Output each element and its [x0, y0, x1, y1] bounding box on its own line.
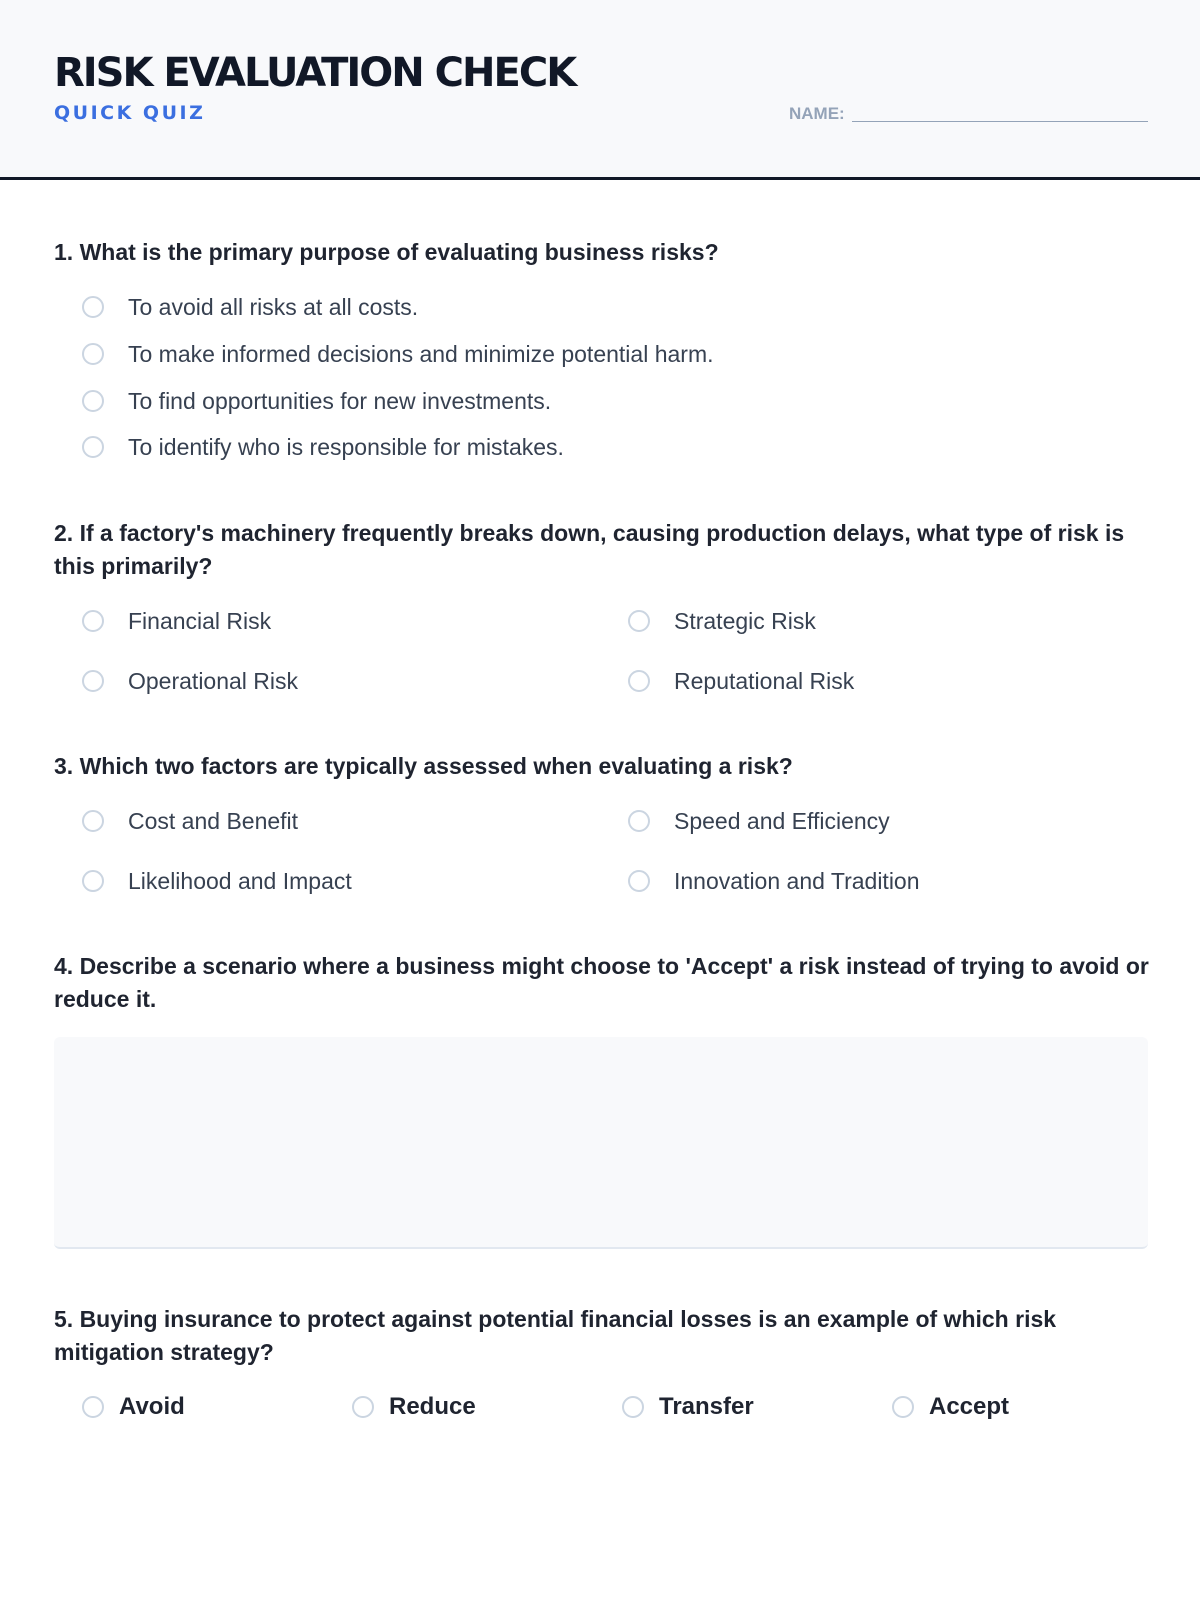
radio-button[interactable]	[82, 296, 104, 318]
radio-button[interactable]	[628, 870, 650, 892]
option-label: To find opportunities for new investments.	[128, 388, 552, 414]
option-label: To avoid all risks at all costs.	[128, 294, 419, 320]
radio-button[interactable]	[82, 810, 104, 832]
radio-button[interactable]	[82, 436, 104, 458]
radio-button[interactable]	[628, 670, 650, 692]
option-label: Reputational Risk	[674, 668, 855, 694]
radio-button[interactable]	[82, 670, 104, 692]
radio-button[interactable]	[628, 810, 650, 832]
q3-option-3[interactable]	[82, 866, 352, 896]
radio-button[interactable]	[82, 390, 104, 412]
q2-option-3[interactable]	[82, 666, 298, 696]
option-label: Speed and Efficiency	[674, 808, 890, 834]
q1-option-4[interactable]	[82, 432, 564, 462]
option-label: Financial Risk	[128, 608, 272, 634]
radio-button[interactable]	[892, 1396, 914, 1418]
radio-button[interactable]	[82, 1396, 104, 1418]
quiz-header	[0, 0, 1200, 180]
q1-option-1[interactable]	[82, 292, 418, 322]
option-label: Operational Risk	[128, 668, 299, 694]
q5-option-avoid[interactable]	[82, 1392, 185, 1422]
option-label: Avoid	[119, 1393, 185, 1420]
option-label: Reduce	[389, 1393, 476, 1420]
name-field[interactable]	[852, 121, 1148, 122]
question-2-text: 2. If a factory's machinery frequently breaks down, causing production delays, what type of risk is this primarily?	[54, 520, 1125, 579]
q2-option-2[interactable]	[628, 606, 816, 636]
q2-option-1[interactable]	[82, 606, 271, 636]
name-label: NAME:	[789, 104, 845, 123]
q5-option-transfer[interactable]	[622, 1392, 754, 1422]
question-3-text: 3. Which two factors are typically assessed when evaluating a risk?	[54, 753, 793, 779]
option-label: To identify who is responsible for mistakes.	[128, 434, 564, 460]
radio-button[interactable]	[82, 870, 104, 892]
radio-button[interactable]	[352, 1396, 374, 1418]
radio-button[interactable]	[628, 610, 650, 632]
q1-option-3[interactable]	[82, 386, 551, 416]
page-subtitle: QUICK QUIZ	[54, 102, 206, 124]
question-4-text: 4. Describe a scenario where a business might choose to 'Accept' a risk instead of trying to avoid or reduce it.	[54, 953, 1149, 1012]
option-label: Cost and Benefit	[128, 808, 299, 834]
q1-option-2[interactable]	[82, 339, 714, 369]
q3-option-1[interactable]	[82, 806, 298, 836]
radio-button[interactable]	[622, 1396, 644, 1418]
q3-option-4[interactable]	[628, 866, 920, 896]
option-label: Strategic Risk	[674, 608, 816, 634]
q5-option-reduce[interactable]	[352, 1392, 476, 1422]
question-5-text: 5. Buying insurance to protect against potential financial losses is an example of which risk mitigation strategy?	[54, 1306, 1057, 1365]
q5-option-accept[interactable]	[892, 1392, 1009, 1422]
page-title: RISK EVALUATION CHECK	[54, 50, 576, 96]
option-label: Innovation and Tradition	[674, 868, 920, 894]
option-label: To make informed decisions and minimize potential harm.	[128, 341, 714, 367]
radio-button[interactable]	[82, 343, 104, 365]
option-label: Likelihood and Impact	[128, 868, 352, 894]
q3-option-2[interactable]	[628, 806, 890, 836]
question-1-text: 1. What is the primary purpose of evaluating business risks?	[54, 239, 719, 265]
option-label: Accept	[929, 1393, 1010, 1420]
answer-textarea[interactable]	[54, 1037, 1148, 1249]
radio-button[interactable]	[82, 610, 104, 632]
option-label: Transfer	[659, 1393, 754, 1420]
q2-option-4[interactable]	[628, 666, 854, 696]
